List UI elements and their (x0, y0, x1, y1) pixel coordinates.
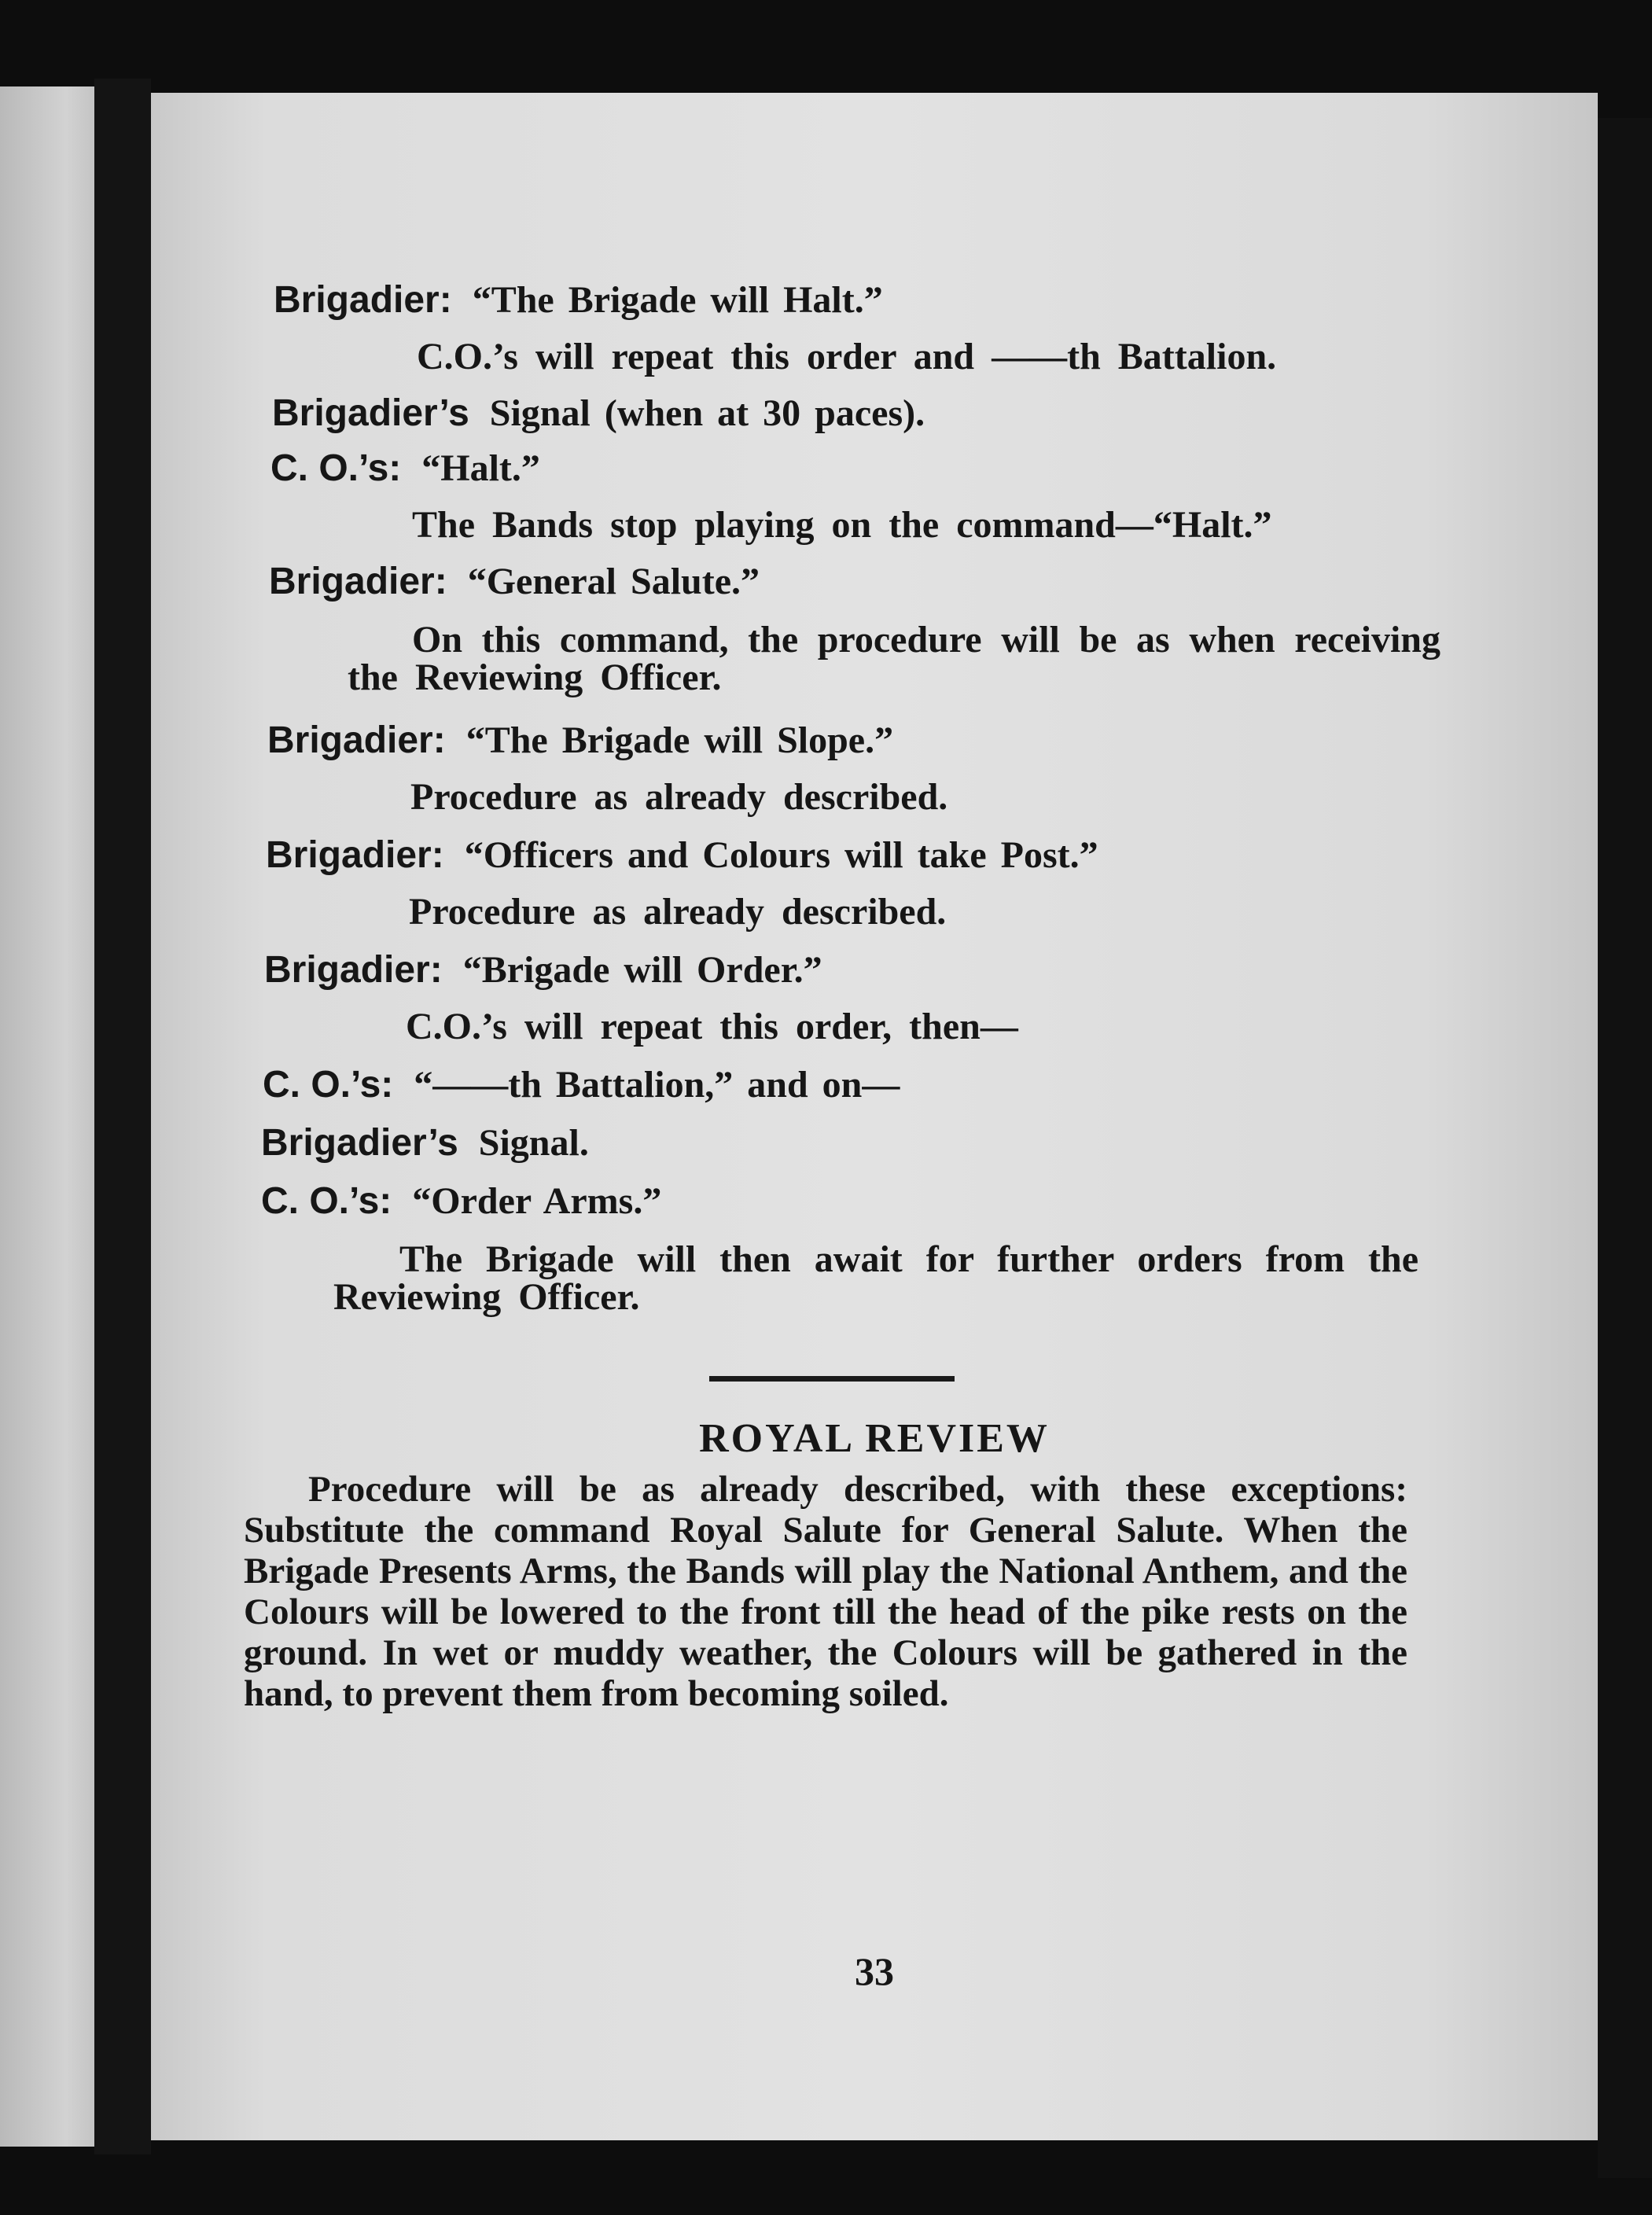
command-line (267, 720, 893, 762)
command-text: “——th Battalion,” and on— (414, 1064, 900, 1106)
command-text: “The Brigade will Slope.” (465, 719, 894, 761)
page-number: 33 (855, 1949, 894, 1993)
command-line (261, 1181, 661, 1223)
speaker-label: Brigadier’s (272, 392, 469, 434)
section-divider (709, 1376, 955, 1382)
speaker-label: Brigadier: (269, 561, 447, 602)
command-line (263, 1065, 900, 1106)
command-line (274, 280, 883, 322)
instruction-note: C.O.’s will repeat this order, then— (406, 1006, 1018, 1047)
instruction-note: The Brigade will then await for further orders from the Reviewing Officer. (333, 1238, 1418, 1318)
speaker-label: Brigadier: (266, 834, 444, 876)
command-text: Signal. (478, 1122, 589, 1164)
speaker-label: Brigadier’s (261, 1122, 458, 1164)
instruction-note: C.O.’s will repeat this order and ——th Battalion. (417, 336, 1277, 377)
command-line (266, 835, 1098, 877)
command-line (270, 448, 540, 490)
speaker-label: C. O.’s: (261, 1180, 392, 1222)
scan-border (1598, 118, 1652, 2178)
command-line (272, 393, 925, 435)
command-text: “The Brigade will Halt.” (472, 279, 883, 321)
command-line (261, 1123, 589, 1165)
command-text: “Brigade will Order.” (462, 949, 822, 991)
facing-page-edge (0, 86, 94, 2147)
instruction-note: Procedure as already described. (409, 891, 947, 933)
command-text: “General Salute.” (467, 561, 760, 602)
book-spine (94, 79, 151, 2154)
speaker-label: Brigadier: (274, 279, 452, 321)
command-text: Signal (when at 30 paces). (489, 392, 925, 434)
page-content (151, 93, 1598, 2140)
command-text: “Officers and Colours will take Post.” (464, 834, 1098, 876)
command-line (264, 950, 822, 992)
command-text: “Order Arms.” (412, 1180, 662, 1222)
speaker-label: Brigadier: (264, 949, 443, 991)
instruction-note: The Bands stop playing on the command—“Halt.” (412, 504, 1272, 546)
section-heading: ROYAL REVIEW (699, 1416, 1050, 1461)
command-text: “Halt.” (421, 447, 540, 489)
command-line (269, 561, 760, 603)
speaker-label: Brigadier: (267, 719, 446, 761)
speaker-label: C. O.’s: (270, 447, 402, 489)
book-page (151, 93, 1598, 2140)
instruction-note: Procedure as already described. (410, 776, 948, 818)
section-paragraph: Procedure will be as already described, with these exceptions: Substitute the command Royal Salute for General Salute. When the Brigade Presents Arms, the Bands will play the National Anthem, and the Colours will be lowered to the front till the head of the pike rests on the ground. In wet or muddy weather, the Colours will be gathered in the hand, to prevent them from becoming soiled. (244, 1469, 1407, 1714)
instruction-note: On this command, the procedure will be as when receiving the Reviewing Officer. (348, 619, 1440, 698)
speaker-label: C. O.’s: (263, 1064, 394, 1106)
